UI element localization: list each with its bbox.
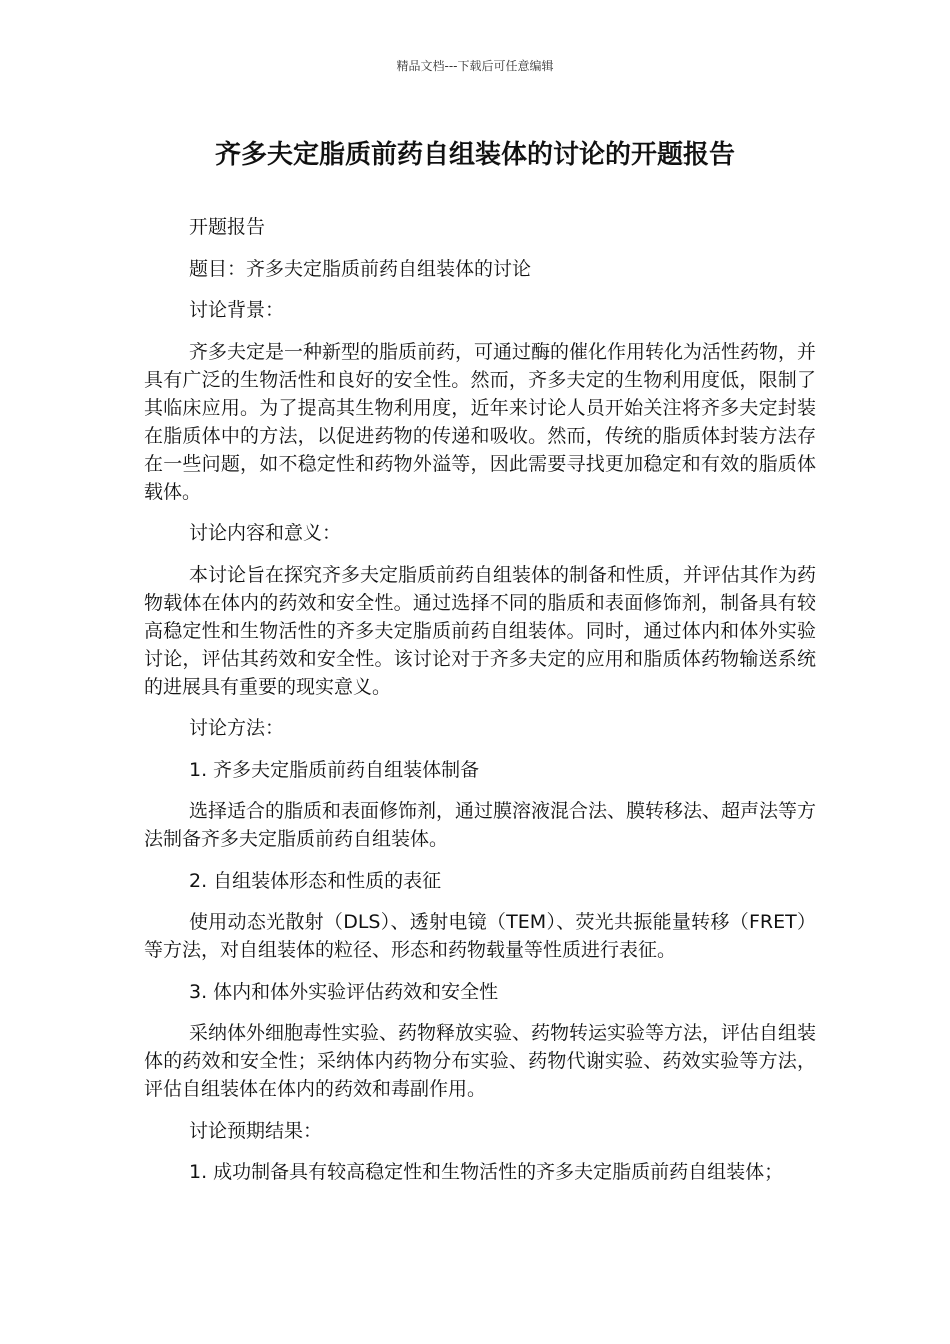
document-body [144, 213, 816, 1200]
section-heading-content: 讨论内容和意义： [189, 522, 342, 544]
topic-line: 题目：齐多夫定脂质前药自组装体的讨论 [189, 257, 532, 280]
method-item-3: 3. 体内和体外实验评估药效和安全性 [189, 980, 499, 1003]
header-note: 精品文档---下载后可任意编辑 [396, 59, 554, 73]
result-item-1: 1. 成功制备具有较高稳定性和生物活性的齐多夫定脂质前药自组装体； [189, 1161, 784, 1183]
report-label: 开题报告 [189, 216, 266, 238]
paragraph-method-1: 选择适合的脂质和表面修饰剂，通过膜溶液混合法、膜转移法、超声法等方法制备齐多夫定脂质前药自组装体。 [144, 800, 817, 850]
section-heading-results: 讨论预期结果： [189, 1119, 323, 1142]
method-item-1: 1. 齐多夫定脂质前药自组装体制备 [189, 758, 480, 781]
paragraph-method-2: 使用动态光散射（DLS）、透射电镜（TEM）、荧光共振能量转移（FRET）等方法，对自组装体的粒径、形态和药物载量等性质进行表征。 [144, 911, 816, 961]
section-heading-methods: 讨论方法： [189, 717, 285, 739]
paragraph-method-3: 采纳体外细胞毒性实验、药物释放实验、药物转运实验等方法，评估自组装体的药效和安全性；采纳体内药物分布实验、药物代谢实验、药效实验等方法，评估自组装体在体内的药效和毒副作用。 [144, 1022, 817, 1100]
document-title: 齐多夫定脂质前药自组装体的讨论的开题报告 [214, 140, 735, 170]
paragraph-background: 齐多夫定是一种新型的脂质前药，可通过酶的催化作用转化为活性药物，并具有广泛的生物活性和良好的安全性。然而，齐多夫定的生物利用度低，限制了其临床应用。为了提高其生物利用度，近年来讨论人员开始关注将齐多夫定封装在脂质体中的方法，以促进药物的传递和吸收。然而，传统的脂质体封装方法存在一些问题，如不稳定性和药物外溢等，因此需要寻找更加稳定和有效的脂质体载体。 [144, 340, 817, 503]
method-item-2: 2. 自组装体形态和性质的表征 [189, 869, 442, 892]
paragraph-content: 本讨论旨在探究齐多夫定脂质前药自组装体的制备和性质，并评估其作为药物载体在体内的药效和安全性。通过选择不同的脂质和表面修饰剂，制备具有较高稳定性和生物活性的齐多夫定脂质前药自组装体。同时，通过体内和体外实验讨论，评估其药效和安全性。该讨论对于齐多夫定的应用和脂质体药物输送系统的进展具有重要的现实意义。 [144, 563, 817, 698]
section-heading-background: 讨论背景： [189, 299, 285, 321]
